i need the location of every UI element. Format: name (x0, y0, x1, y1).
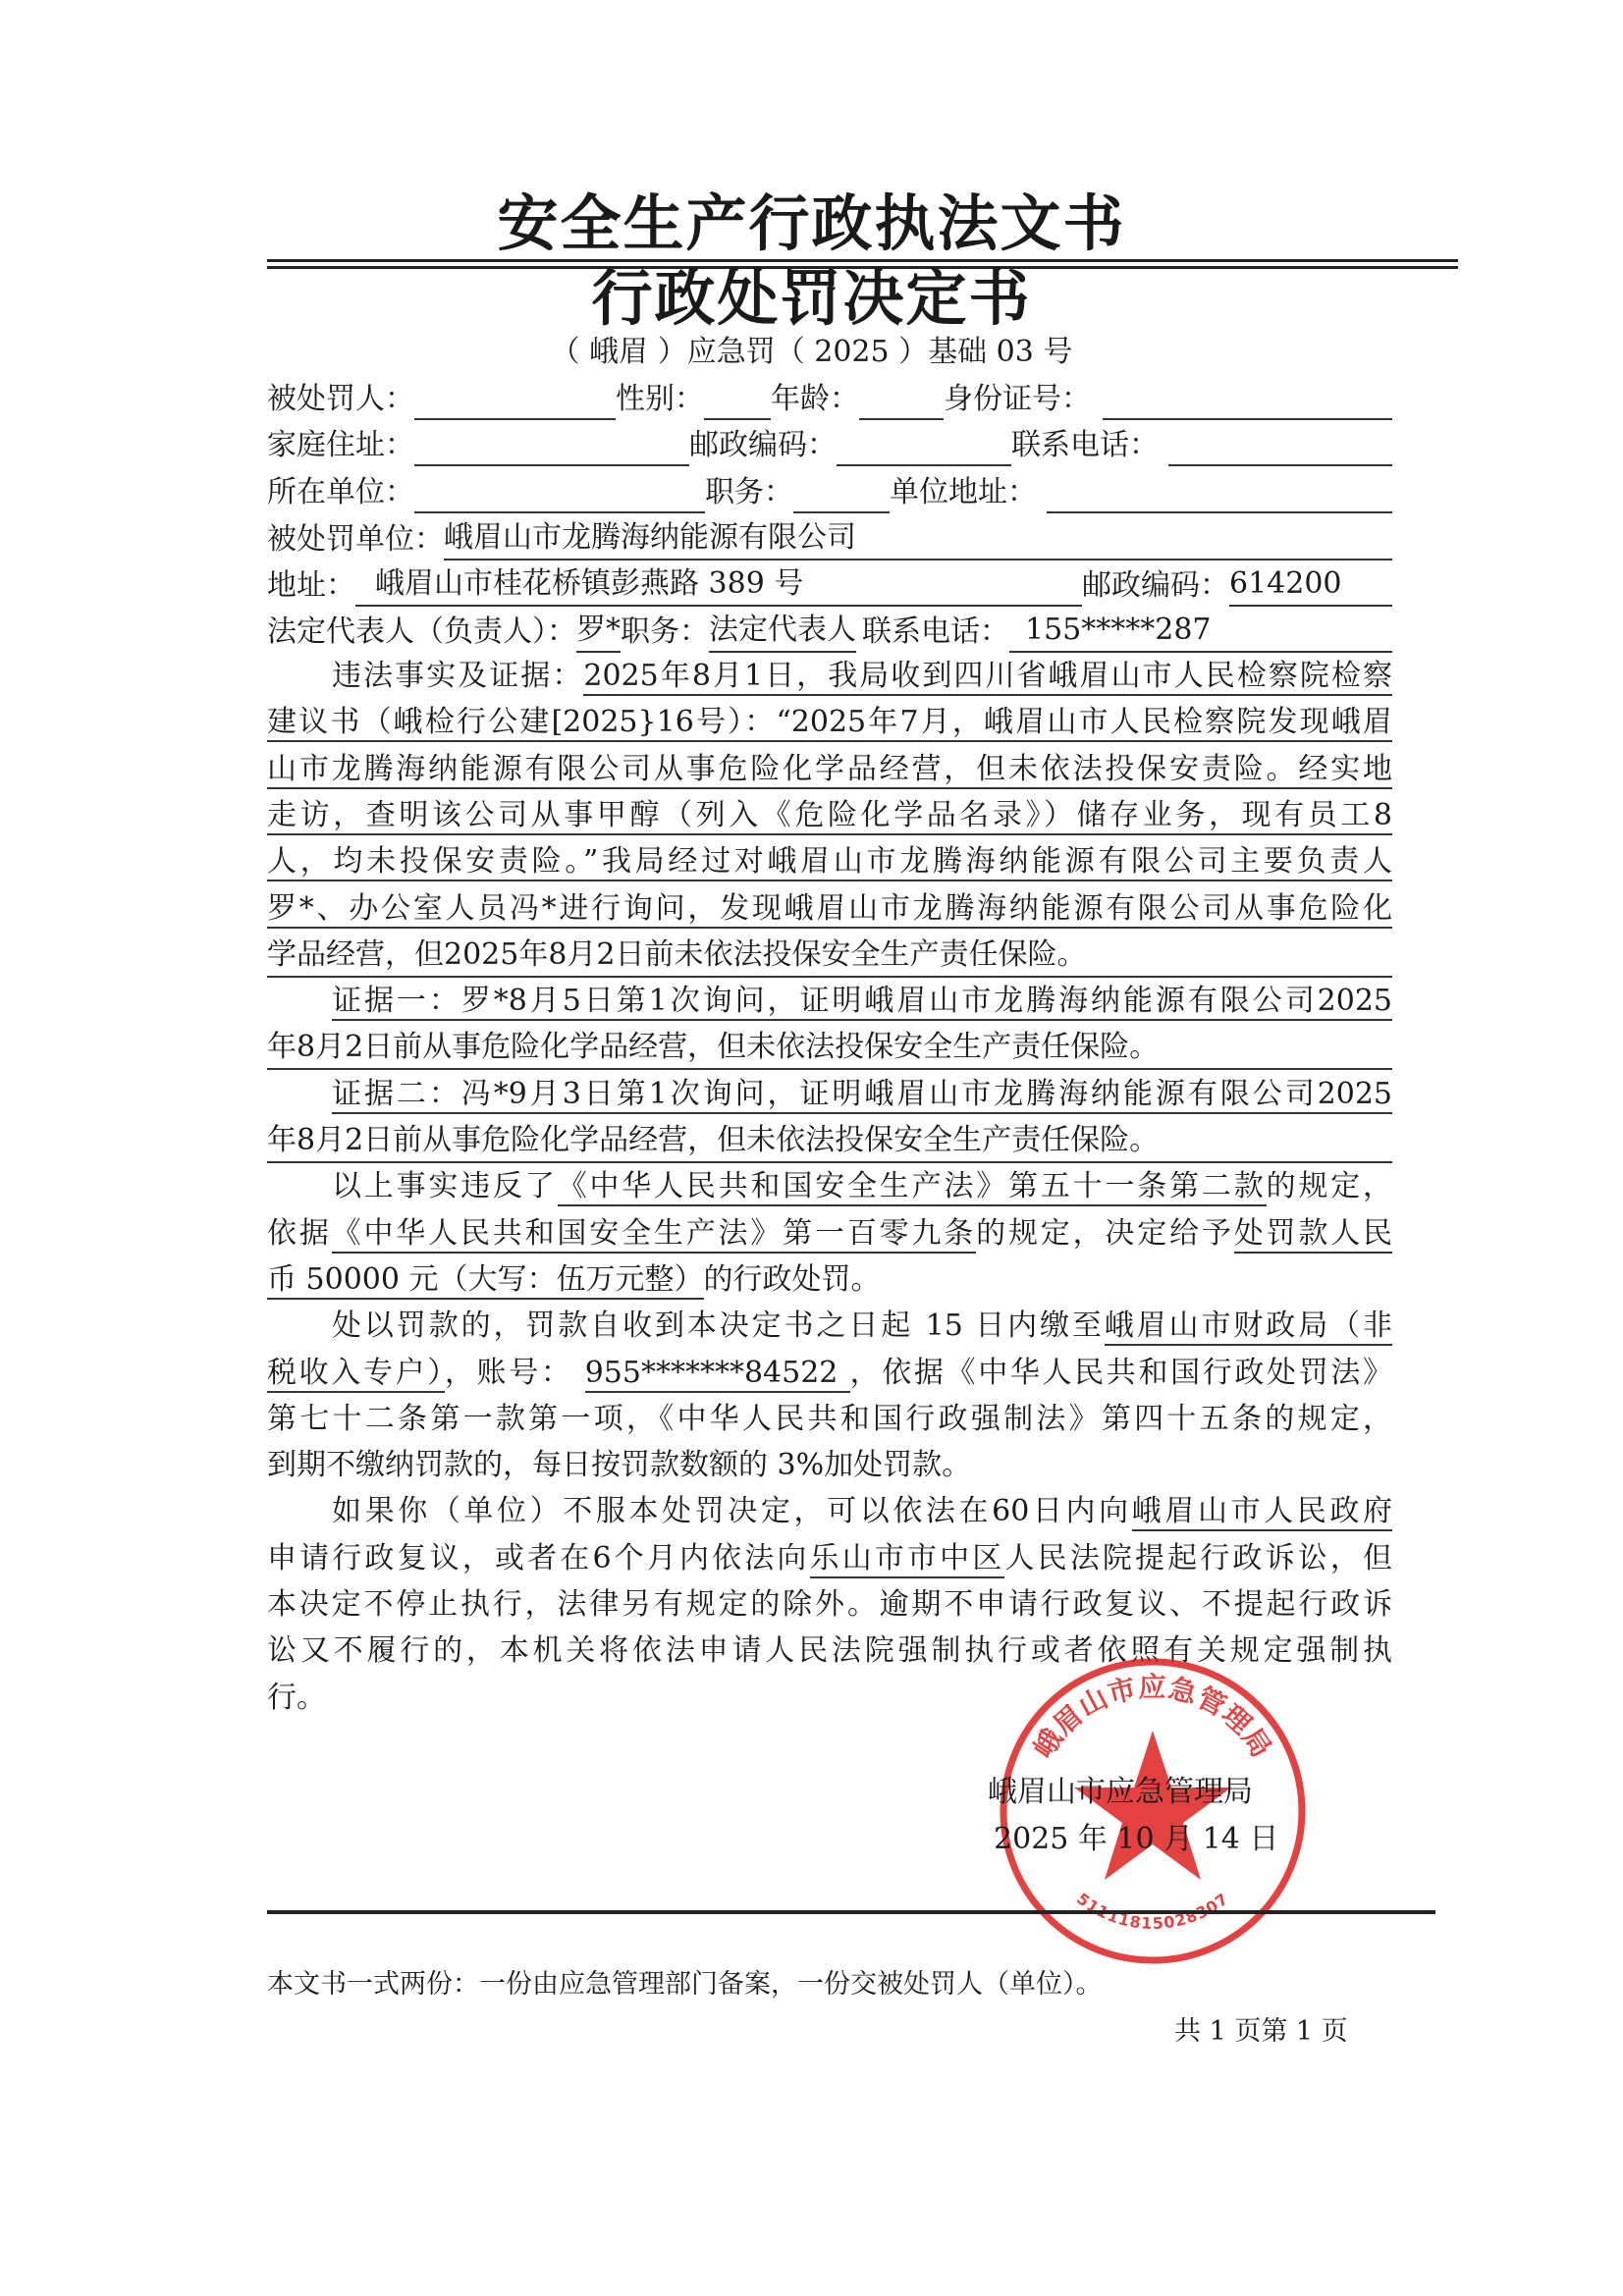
body-line (267, 1259, 1392, 1303)
entity-address-value: 峨眉山市桂花桥镇彭燕路 389 号 (355, 563, 1082, 607)
entity-address-row (267, 563, 1392, 607)
body-line (267, 1584, 1392, 1628)
rep-phone-value: 155*****287 (1009, 610, 1392, 653)
employer-address-label: 单位地址： (890, 475, 1037, 509)
body-line (267, 1074, 1392, 1117)
person-postcode-field (837, 431, 1011, 466)
body-text: 年8月2日前从事危险化学品经营，但未依法投保安全生产责任保险。 (267, 1123, 1160, 1157)
body-text: 学品经营，但2025年8月2日前未依法投保安全生产责任保险。 (267, 936, 1087, 972)
body-text: 行。 (267, 1680, 326, 1715)
document-series-title: 安全生产行政执法文书 (497, 187, 1126, 259)
legal-rep-value: 罗* (576, 610, 621, 653)
id-label: 身份证号： (944, 382, 1091, 416)
employer-field (414, 478, 705, 513)
underlined-text: 955*******84522 (585, 1356, 850, 1393)
underlined-text: 2025年8月1日，我局收到四川省峨眉山市人民检察院检察 (583, 659, 1392, 696)
person-postcode-label: 邮政编码： (689, 428, 837, 462)
underlined-text: 乐山市市中区 (810, 1541, 1005, 1578)
age-field (859, 385, 944, 420)
body-line (267, 749, 1392, 792)
underlined-text: 走访，查明该公司从事甲醇（列入《危险化学品名录》）储存业务，现有员工8 (267, 798, 1392, 835)
document-title: 行政处罚决定书 (591, 262, 1032, 334)
body-line (267, 888, 1392, 932)
page-indicator: 共 1 页第 1 页 (1174, 2016, 1348, 2047)
person-row-1 (267, 377, 1392, 420)
body-text: 违法事实及证据： (332, 659, 584, 693)
body-line (267, 1306, 1392, 1349)
document-number: （ 峨眉 ）应急罚（ 2025 ）基础 03 号 (550, 335, 1073, 369)
body-line (267, 1445, 1392, 1488)
body-text: 人民法院提起行政诉讼，但 (1004, 1540, 1393, 1575)
person-row-3 (267, 470, 1392, 513)
entity-name-label: 被处罚单位： (267, 522, 444, 557)
body-line (267, 1120, 1392, 1163)
body-line (267, 934, 1392, 978)
position-field (793, 478, 890, 513)
body-text: 第七十二条第一款第一项，《中华人民共和国行政强制法》第四十五条的规定， (267, 1401, 1392, 1436)
underlined-text: 税收入专户） (267, 1356, 445, 1393)
underlined-text: 币 50000 元（大写：伍万元整） (267, 1262, 704, 1300)
issue-date: 2025 年 10 月 14 日 (994, 1822, 1279, 1856)
body-line (267, 1399, 1392, 1442)
entity-name-value: 峨眉山市龙腾海纳能源有限公司 (444, 517, 1392, 561)
body-line (267, 1353, 1392, 1396)
body-text: ，依据《中华人民共和国行政处罚法》 (849, 1355, 1393, 1390)
body-line (267, 1027, 1392, 1070)
footer-rule (267, 1910, 1435, 1914)
body-line (267, 981, 1392, 1024)
entity-postcode-label: 邮政编码： (1082, 568, 1229, 603)
seal-text: 峨眉山市应急管理局 (1026, 1671, 1279, 1764)
position-label: 职务： (705, 475, 793, 509)
gender-field (704, 385, 771, 420)
body-line (267, 1538, 1392, 1581)
person-name-label: 被处罚人： (267, 382, 414, 416)
age-label: 年龄： (771, 382, 859, 416)
body-text: 依据 (267, 1215, 332, 1251)
entity-postcode-value: 614200 (1229, 563, 1392, 607)
underlined-text: 处罚款人民 (1234, 1216, 1392, 1254)
entity-name-row (267, 517, 1392, 561)
body-line (267, 841, 1392, 884)
body-text: 如果你（单位）不服本处罚决定，可以依法在60日内向 (332, 1494, 1132, 1529)
legal-rep-label: 法定代表人（负责人）： (267, 614, 576, 649)
body-line (267, 1491, 1392, 1534)
underlined-text: 山市龙腾海纳能源有限公司从事危险化学品经营，但未依法投保安责险。经实地 (267, 752, 1392, 789)
gender-label: 性别： (616, 382, 704, 416)
body-text: 处以罚款的，罚款自收到本决定书之日起 15 日内缴至 (332, 1308, 1105, 1344)
underlined-text: 人，均未投保安责险。”我局经过对峨眉山市龙腾海纳能源有限公司主要负责人 (267, 844, 1392, 881)
entity-address-label: 地址： (267, 568, 355, 603)
home-address-field (414, 431, 689, 466)
legal-rep-row (267, 610, 1392, 653)
body-text: 的规定， (1266, 1169, 1392, 1204)
person-phone-field (1168, 431, 1392, 466)
employer-address-field (1047, 478, 1392, 513)
underlined-text: 证据二：冯*9月3日第1次询问，证明峨眉山市龙腾海纳能源有限公司2025 (332, 1077, 1392, 1114)
rep-position-label: 职务： (621, 614, 709, 649)
body-line (267, 1213, 1392, 1256)
body-text: 到期不缴纳罚款的，每日按罚款数额的 3%加处罚款。 (267, 1448, 972, 1483)
body-text: 本决定不停止执行，法律另有规定的除外。逾期不申请行政复议、不提起行政诉 (267, 1587, 1392, 1622)
underlined-text: 峨眉山市人民政府 (1132, 1494, 1392, 1531)
body-text: 年8月2日前从事危险化学品经营，但未依法投保安全生产责任保险。 (267, 1030, 1160, 1065)
rep-position-value: 法定代表人 (709, 610, 856, 653)
id-field (1103, 385, 1392, 420)
body-line (267, 656, 1392, 699)
seal-code: 51111815028307 (1073, 1889, 1232, 1934)
person-row-2 (267, 423, 1392, 466)
underlined-text: 建议书（峨检行公建[2025}16号）：“2025年7月，峨眉山市人民检察院发现峨眉 (267, 705, 1392, 742)
issuing-agency: 峨眉山市应急管理局 (988, 1775, 1253, 1809)
body-line (267, 795, 1392, 838)
body-text: 的行政处罚。 (703, 1261, 881, 1297)
body-text: 以上事实违反了 (332, 1169, 558, 1204)
body-text: ，账号： (444, 1355, 585, 1390)
body-text: 申请行政复议，或者在6个月内依法向 (267, 1540, 810, 1575)
underlined-text: 证据一：罗*8月5日第1次询问，证明峨眉山市龙腾海纳能源有限公司2025 (332, 984, 1392, 1021)
body-line (267, 702, 1392, 745)
copies-note: 本文书一式两份：一份由应急管理部门备案，一份交被处罚人（单位）。 (267, 1969, 1103, 2000)
underlined-text: 《中华人民共和国安全生产法》第一百零九条 (332, 1216, 976, 1254)
underlined-text: 峨眉山市财政局（非 (1105, 1308, 1392, 1346)
rep-phone-label: 联系电话： (862, 614, 1009, 649)
home-address-label: 家庭住址： (267, 428, 414, 462)
person-name-field (414, 385, 616, 420)
underlined-text: 《中华人民共和国安全生产法》第五十一条第二款 (558, 1169, 1267, 1206)
employer-label: 所在单位： (267, 475, 414, 509)
person-phone-label: 联系电话： (1011, 428, 1159, 462)
body-text: 的规定，决定给予 (976, 1215, 1234, 1251)
underlined-text: 罗*、办公室人员冯*进行询问，发现峨眉山市龙腾海纳能源有限公司从事危险化 (267, 891, 1392, 929)
body-text: 讼又不履行的，本机关将依法申请人民法院强制执行或者依照有关规定强制执 (267, 1633, 1392, 1669)
body-line (267, 1166, 1392, 1209)
